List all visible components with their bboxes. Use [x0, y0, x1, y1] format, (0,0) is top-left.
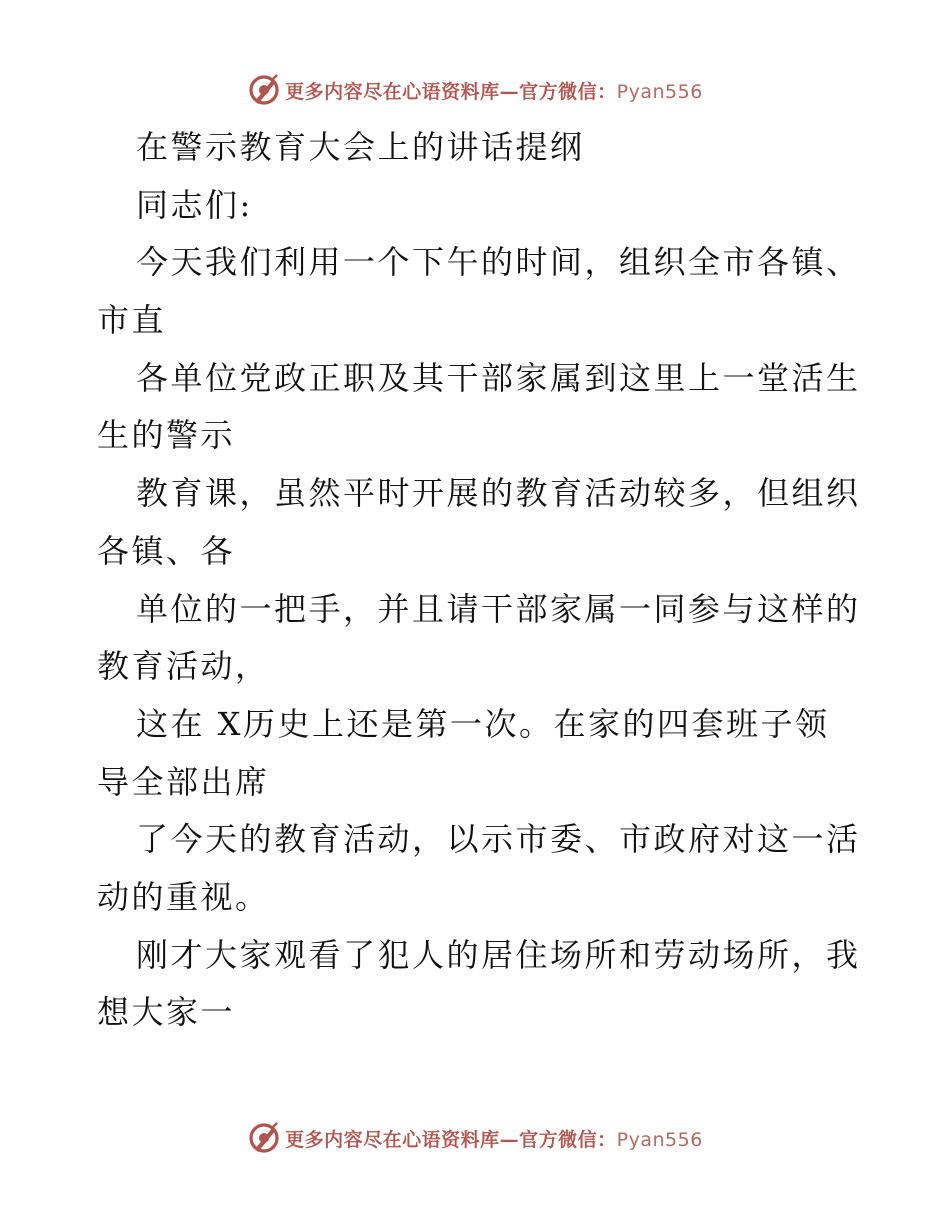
paragraph-line: 刚才大家观看了犯人的居住场所和劳动场所，我 — [136, 935, 861, 974]
pen-logo-icon — [247, 73, 281, 107]
paragraph-line: 市直 — [97, 301, 167, 340]
header-watermark-banner — [0, 70, 950, 110]
header-banner-wechat-id: Pyan556 — [616, 80, 703, 103]
footer-banner-text: 更多内容尽在心语资料库—官方微信： — [285, 1128, 617, 1151]
paragraph-line: 生的警示 — [97, 416, 236, 455]
paragraph-line: 教育活动， — [97, 647, 270, 686]
paragraph-line: 各镇、各 — [97, 531, 236, 570]
paragraph-line: 动的重视。 — [97, 877, 270, 916]
paragraph-line: 教育课，虽然平时开展的教育活动较多，但组织 — [136, 474, 861, 513]
salutation: 同志们: — [136, 185, 253, 224]
footer-banner-wechat-id: Pyan556 — [616, 1128, 703, 1151]
pen-logo-icon — [247, 1121, 281, 1155]
paragraph-line: 了今天的教育活动，以示市委、市政府对这一活 — [136, 820, 861, 859]
paragraph-line: 各单位党政正职及其干部家属到这里上一堂活生 — [136, 358, 861, 397]
document-title: 在警示教育大会上的讲话提纲 — [136, 128, 585, 166]
paragraph-line: 这在 X历史上还是第一次。在家的四套班子领 — [136, 704, 830, 743]
footer-watermark-banner — [0, 1118, 950, 1158]
paragraph-line: 想大家一 — [97, 993, 236, 1032]
header-banner-text: 更多内容尽在心语资料库—官方微信： — [285, 80, 617, 103]
paragraph-line: 单位的一把手，并且请干部家属一同参与这样的 — [136, 589, 861, 628]
paragraph-line: 导全部出席 — [97, 762, 270, 801]
paragraph-line: 今天我们利用一个下午的时间，组织全市各镇、 — [136, 243, 861, 282]
document-body — [97, 119, 861, 1042]
